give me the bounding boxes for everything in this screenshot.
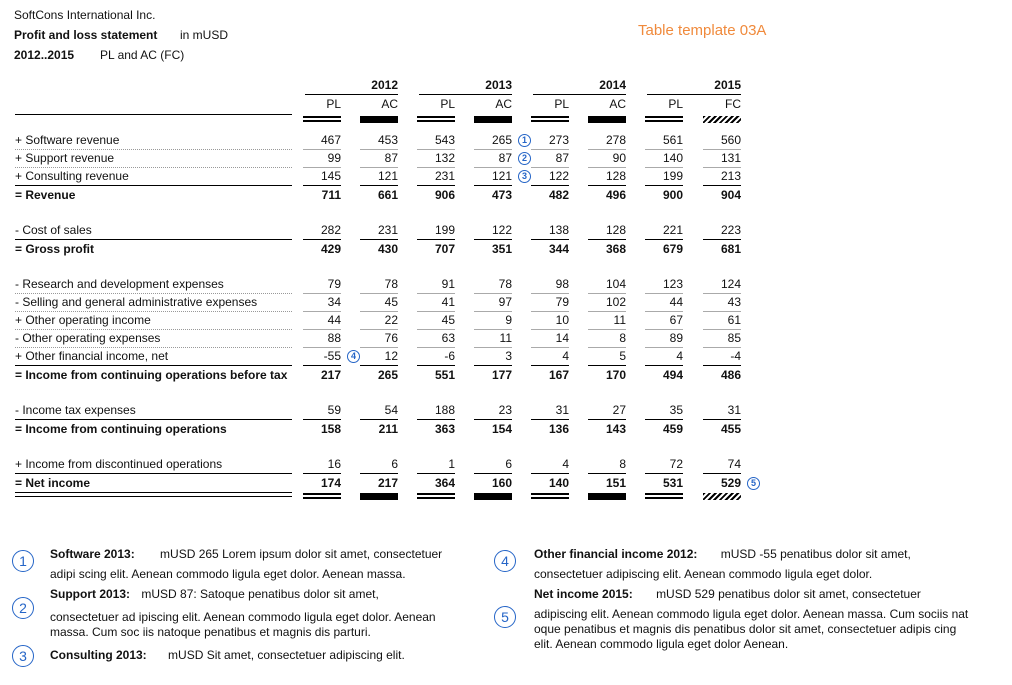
value-cell: 8 [619,331,626,345]
table-row [0,186,760,204]
value-cell: 72 [669,457,683,471]
year-header: 2012 [371,78,398,92]
value-cell: 121 [491,169,512,183]
table-row [0,401,760,419]
value-cell: 31 [555,403,569,417]
value-cell: 76 [384,331,398,345]
value-cell: 661 [377,188,398,202]
value-cell: 79 [327,277,341,291]
column-header: AC [381,97,398,111]
value-cell: -6 [444,349,455,363]
value-cell: 188 [434,403,455,417]
column-header: AC [495,97,512,111]
value-cell: 67 [669,313,683,327]
table-row [0,131,760,149]
value-cell: 429 [320,242,341,256]
value-cell: 31 [727,403,741,417]
value-cell: 140 [662,151,683,165]
value-cell: 154 [491,422,512,436]
value-cell: 265 [377,368,398,382]
year-header: 2015 [714,78,741,92]
value-cell: 45 [384,295,398,309]
row-label: + Consulting revenue [15,169,129,183]
value-cell: 87 [498,151,512,165]
value-cell: 44 [669,295,683,309]
table-row [0,420,760,438]
label-header-line [15,114,292,115]
note-title: Net income 2015: [534,587,633,601]
value-cell: 89 [669,331,683,345]
table-row [0,221,760,239]
scenario-bar-fc [703,116,741,123]
value-cell: 904 [720,188,741,202]
value-cell: 707 [434,242,455,256]
value-cell: 11 [613,313,626,327]
value-cell: 78 [498,277,512,291]
value-cell: 9 [505,313,512,327]
note-lead: mUSD -55 penatibus dolor sit amet, [720,547,911,561]
value-cell: 543 [434,133,455,147]
scenario-bar-ac [474,493,512,500]
value-cell: 6 [505,457,512,471]
note-3 [50,648,470,663]
value-cell: 140 [548,476,569,490]
scenario-bar-fc [703,493,741,500]
value-cell: 91 [441,277,455,291]
table-row [0,474,760,492]
column-header: PL [440,97,455,111]
value-cell: 78 [384,277,398,291]
table-row [0,240,760,258]
scenario-label: PL and AC (FC) [100,48,185,62]
value-cell: 136 [548,422,569,436]
value-cell: 99 [327,151,341,165]
value-cell: 213 [720,169,741,183]
year-header: 2013 [485,78,512,92]
value-cell: 27 [612,403,626,417]
value-cell: 23 [498,403,512,417]
scenario-bar-pl [417,116,455,122]
value-cell: 217 [377,476,398,490]
value-cell: 128 [605,169,626,183]
year-underline [533,94,626,95]
annotation-marker: 4 [347,350,360,363]
note-body: adipiscing elit. Aenean commodo ligula eget dolor. Aenean massa. Cum sociis nat oque penatibus et magnis dis penatibus dolor sit amet, consectetuer adipis cing elit. Aenean commodo ligula eget dolor Aenean. [534,607,969,651]
note-4 [534,547,974,582]
scenario-bar-ac [360,493,398,500]
value-cell: 145 [320,169,341,183]
column-header: PL [326,97,341,111]
value-cell: 906 [434,188,455,202]
value-cell: 217 [320,368,341,382]
value-cell: 87 [555,151,569,165]
value-cell: 158 [320,422,341,436]
value-cell: 87 [384,151,398,165]
value-cell: 4 [676,349,683,363]
value-cell: 63 [441,331,455,345]
table-row [0,293,760,311]
value-cell: 711 [321,188,341,202]
value-cell: 44 [327,313,341,327]
table-row [0,311,760,329]
value-cell: 122 [491,223,512,237]
value-cell: -4 [730,349,741,363]
note-body: consectetuer ad ipiscing elit. Aenean commodo ligula eget dolor. Aenean massa. Cum soc iis natoque penatibus et magnis dis parturi. [50,610,436,639]
value-cell: 151 [605,476,626,490]
net-income-line [15,492,292,493]
value-cell: 45 [441,313,455,327]
value-cell: 265 [491,133,512,147]
scenario-bar-ac [474,116,512,123]
note-marker-5: 5 [494,606,516,628]
value-cell: 174 [320,476,341,490]
row-label: - Research and development expenses [15,277,224,291]
value-cell: 368 [605,242,626,256]
value-cell: 459 [662,422,683,436]
scenario-bar-ac [588,493,626,500]
value-cell: 10 [555,313,569,327]
value-cell: 529 [720,476,741,490]
column-header: AC [609,97,626,111]
scenario-bar-pl [303,116,341,122]
value-cell: 900 [662,188,683,202]
row-label: - Income tax expenses [15,403,136,417]
value-cell: 170 [605,368,626,382]
value-cell: 14 [555,331,569,345]
row-label: + Income from discontinued operations [15,457,223,471]
scenario-bar-pl [531,116,569,122]
scenario-bar-pl [645,116,683,122]
value-cell: 273 [548,133,569,147]
value-cell: 34 [327,295,341,309]
value-cell: 278 [605,133,626,147]
value-cell: 363 [434,422,455,436]
value-cell: -55 [323,349,341,363]
value-cell: 681 [720,242,741,256]
note-marker-2: 2 [12,597,34,619]
value-cell: 98 [555,277,569,291]
table-row [0,329,760,347]
value-cell: 11 [499,331,512,345]
note-marker-3: 3 [12,645,34,667]
value-cell: 364 [434,476,455,490]
row-label: + Software revenue [15,133,120,147]
value-cell: 104 [605,277,626,291]
year-underline [647,94,741,95]
year-underline [419,94,512,95]
row-label: + Support revenue [15,151,115,165]
column-header: PL [554,97,569,111]
row-label: + Other financial income, net [15,349,169,363]
value-cell: 43 [727,295,741,309]
scenario-bar-ac [360,116,398,123]
annotation-marker: 1 [518,134,531,147]
scenario-bar-ac [588,116,626,123]
column-header: FC [725,97,741,111]
row-label: = Net income [15,476,91,490]
value-cell: 486 [720,368,741,382]
value-cell: 132 [434,151,455,165]
note-body: consectetuer adipiscing elit. Aenean commodo ligula eget dolor. [534,567,873,581]
value-cell: 85 [727,331,741,345]
table-row [0,275,760,293]
value-cell: 1 [448,457,455,471]
row-label: = Income from continuing operations [15,422,227,436]
value-cell: 6 [391,457,398,471]
value-cell: 455 [720,422,741,436]
value-cell: 123 [662,277,683,291]
value-cell: 16 [327,457,341,471]
note-lead: mUSD 265 Lorem ipsum dolor sit amet, consectetuer [160,547,443,561]
value-cell: 90 [612,151,626,165]
value-cell: 199 [434,223,455,237]
table-row [0,455,760,473]
value-cell: 231 [434,169,455,183]
value-cell: 531 [662,476,683,490]
row-label: - Selling and general administrative expenses [15,295,258,309]
note-title: Consulting 2013: [50,648,147,662]
value-cell: 167 [548,368,569,382]
note-title: Other financial income 2012: [534,547,698,561]
value-cell: 35 [669,403,683,417]
value-cell: 467 [320,133,341,147]
value-cell: 496 [605,188,626,202]
value-cell: 282 [320,223,341,237]
value-cell: 22 [384,313,398,327]
value-cell: 122 [548,169,569,183]
value-cell: 211 [378,422,398,436]
note-marker-1: 1 [12,550,34,572]
value-cell: 124 [720,277,741,291]
value-cell: 138 [548,223,569,237]
value-cell: 59 [327,403,341,417]
note-2 [50,587,470,640]
note-lead: mUSD 87: Satoque penatibus dolor sit amet, [141,587,379,601]
value-cell: 231 [377,223,398,237]
table-row [0,366,760,384]
value-cell: 679 [662,242,683,256]
scenario-bar-pl [531,493,569,499]
value-cell: 4 [562,457,569,471]
annotation-marker: 5 [747,477,760,490]
note-lead: mUSD Sit amet, consectetuer adipiscing elit. [168,648,405,662]
company-name: SoftCons International Inc. [14,8,156,22]
value-cell: 131 [720,151,741,165]
note-1 [50,547,480,582]
value-cell: 561 [662,133,683,147]
row-label: = Gross profit [15,242,95,256]
value-cell: 61 [727,313,741,327]
value-cell: 88 [327,331,341,345]
value-cell: 177 [491,368,512,382]
value-cell: 41 [441,295,455,309]
unit-label: in mUSD [180,28,229,42]
annotation-marker: 2 [518,152,531,165]
value-cell: 482 [548,188,569,202]
value-cell: 221 [662,223,683,237]
value-cell: 8 [619,457,626,471]
row-label: = Income from continuing operations before tax [15,368,288,382]
period-label: 2012..2015 [14,48,75,62]
value-cell: 160 [491,476,512,490]
value-cell: 199 [662,169,683,183]
row-label: - Other operating expenses [15,331,161,345]
column-header: PL [668,97,683,111]
net-income-line [15,496,292,497]
value-cell: 473 [491,188,512,202]
value-cell: 223 [720,223,741,237]
value-cell: 4 [562,349,569,363]
value-cell: 351 [491,242,512,256]
statement-title: Profit and loss statement [14,28,158,42]
note-marker-4: 4 [494,550,516,572]
note-title: Software 2013: [50,547,135,561]
scenario-bar-pl [303,493,341,499]
value-cell: 54 [384,403,398,417]
note-body: adipi scing elit. Aenean commodo ligula eget dolor. Aenean massa. [50,567,406,581]
scenario-bar-pl [645,493,683,499]
row-label: = Revenue [15,188,76,202]
note-lead: mUSD 529 penatibus dolor sit amet, consectetuer [656,587,921,601]
scenario-bar-pl [417,493,455,499]
value-cell: 551 [434,368,455,382]
note-5 [534,587,974,652]
row-label: - Cost of sales [15,223,92,237]
value-cell: 12 [384,349,398,363]
value-cell: 494 [662,368,683,382]
table-row [0,167,760,185]
annotation-marker: 3 [518,170,531,183]
year-underline [305,94,398,95]
table-row [0,149,760,167]
table-row [0,347,760,365]
note-title: Support 2013: [50,587,131,601]
value-cell: 128 [605,223,626,237]
value-cell: 3 [505,349,512,363]
value-cell: 453 [377,133,398,147]
value-cell: 79 [555,295,569,309]
value-cell: 143 [605,422,626,436]
value-cell: 97 [498,295,512,309]
value-cell: 344 [548,242,569,256]
value-cell: 430 [377,242,398,256]
template-label: Table template 03A [638,22,767,39]
row-label: + Other operating income [15,313,151,327]
year-header: 2014 [599,78,626,92]
value-cell: 5 [619,349,626,363]
value-cell: 74 [727,457,741,471]
value-cell: 121 [377,169,398,183]
value-cell: 102 [605,295,626,309]
value-cell: 560 [720,133,741,147]
